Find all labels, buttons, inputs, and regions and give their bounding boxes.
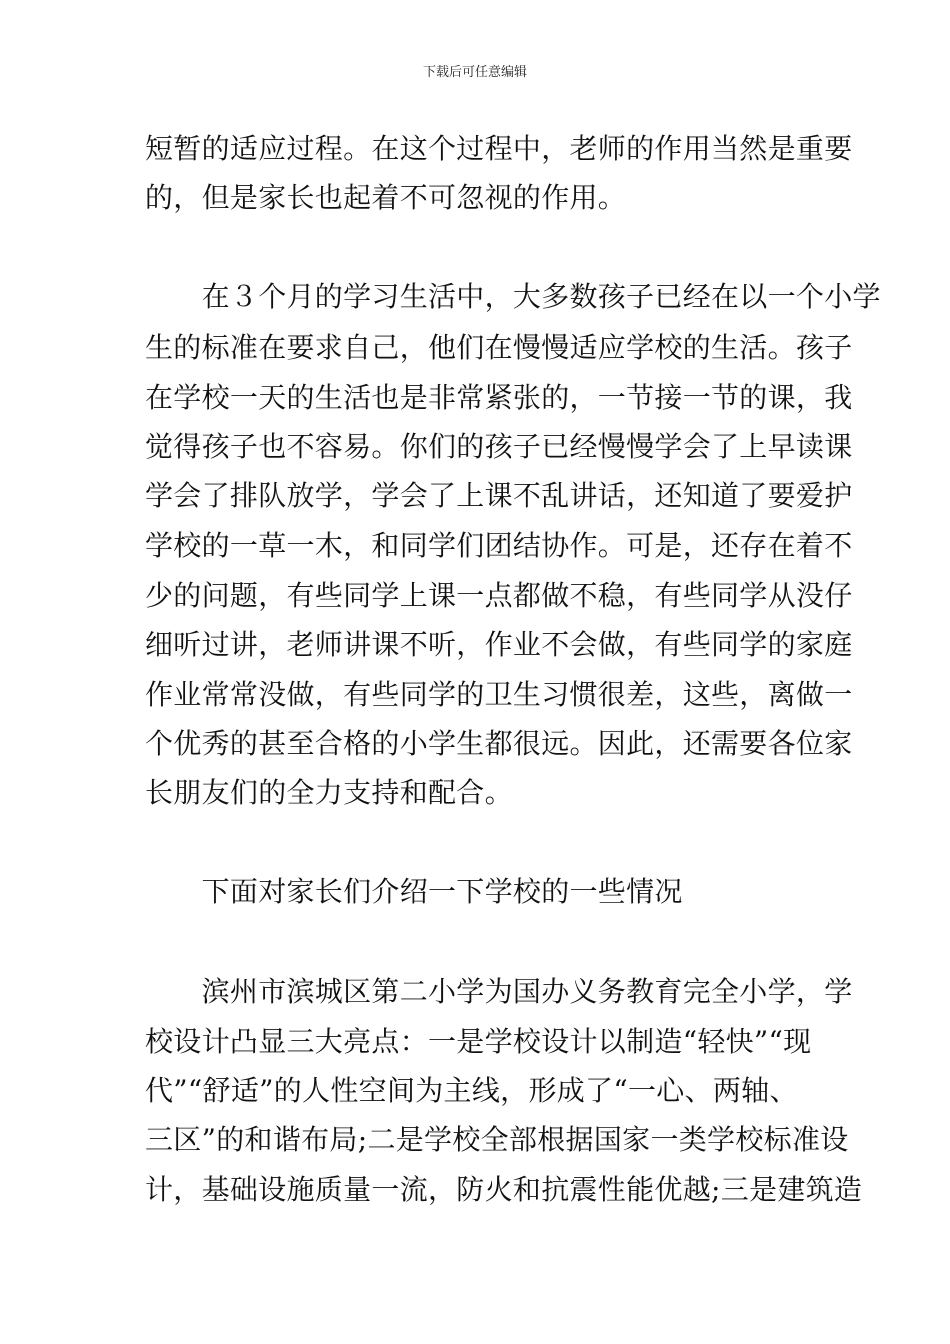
- text-line: 的，但是家长也起着不可忽视的作用。: [145, 181, 627, 214]
- text-line: 校设计凸显三大亮点：一是学校设计以制造“轻快”“现: [145, 1025, 812, 1058]
- text-line: 生的标准在要求自己，他们在慢慢适应学校的生活。孩子: [145, 331, 853, 364]
- text-line: 作业常常没做，有些同学的卫生习惯很差，这些，离做一: [145, 678, 853, 711]
- text-line: 觉得孩子也不容易。你们的孩子已经慢慢学会了上早读课: [145, 430, 853, 463]
- page-header: 下载后可任意编辑: [422, 65, 527, 80]
- text-line: 个优秀的甚至合格的小学生都很远。因此，还需要各位家: [145, 727, 853, 760]
- text-line: 长朋友们的全力支持和配合。: [145, 776, 513, 809]
- text-line: 少的问题，有些同学上课一点都做不稳，有些同学从没仔: [145, 579, 853, 612]
- text-line: 短暂的适应过程。在这个过程中，老师的作用当然是重要: [145, 132, 853, 165]
- text-line: 学校的一草一木，和同学们团结协作。可是，还存在着不: [145, 529, 853, 562]
- text-line: 三区”的和谐布局;二是学校全部根据国家一类学校标准设: [145, 1123, 849, 1156]
- text-line: 在学校一天的生活也是非常紧张的，一节接一节的课，我: [145, 381, 853, 414]
- text-line: 细听过讲，老师讲课不听，作业不会做，有些同学的家庭: [145, 628, 853, 661]
- text-line: 在３个月的学习生活中，大多数孩子已经在以一个小学: [145, 280, 881, 313]
- text-line: 计，基础设施质量一流，防火和抗震性能优越;三是建筑造: [145, 1173, 863, 1206]
- text-line: 代”“舒适”的人性空间为主线，形成了“一心、两轴、: [145, 1074, 798, 1107]
- text-line: 学会了排队放学，学会了上课不乱讲话，还知道了要爱护: [145, 479, 853, 512]
- text-line: 滨州市滨城区第二小学为国办义务教育完全小学，学: [145, 975, 853, 1008]
- text-line: 下面对家长们介绍一下学校的一些情况: [145, 875, 683, 908]
